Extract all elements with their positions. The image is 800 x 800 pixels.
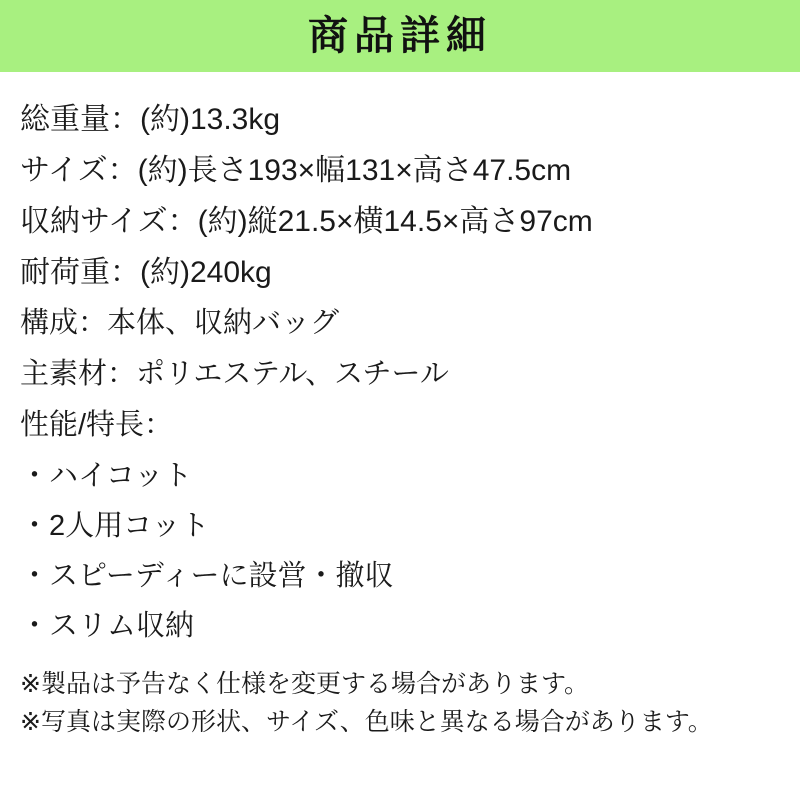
feature-list [20,451,780,651]
list-item: ・ハイコット [20,460,193,492]
spec-line: 耐荷重：(約)240kg [20,256,272,289]
spec-content [0,72,800,800]
notes-section [20,665,780,741]
spec-list [20,94,780,451]
spec-line: 性能/特長： [20,409,174,441]
list-item: ・スピーディーに設営・撤収 [20,560,394,592]
spec-line: 構成：本体、収納バッグ [20,307,340,339]
note-line: ※製品は予告なく仕様を変更する場合があります。 [20,670,589,698]
spec-line: 主素材：ポリエステル、スチール [20,358,449,390]
list-item: ・2人用コット [20,510,210,542]
spec-line: 総重量：(約)13.3kg [20,103,281,136]
page-header [0,0,800,72]
spec-line: 収納サイズ：(約)縦21.5×横14.5×高さ97cm [20,205,593,238]
spec-line: サイズ：(約)長さ193×幅131×高さ47.5cm [20,154,572,187]
page-title: 商品詳細 [308,14,492,58]
list-item: ・スリム収納 [20,610,195,642]
note-line: ※写真は実際の形状、サイズ、色味と異なる場合があります。 [20,708,713,736]
